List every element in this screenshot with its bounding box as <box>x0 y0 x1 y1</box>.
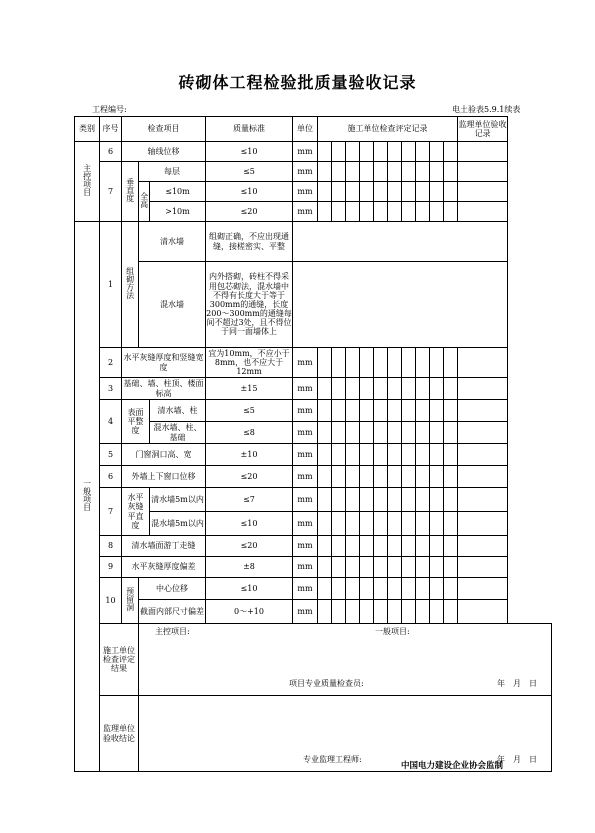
row-unit: mm <box>293 378 318 400</box>
check-cell[interactable] <box>360 348 374 378</box>
supervision-cell[interactable] <box>458 348 508 378</box>
check-cell[interactable] <box>430 578 444 600</box>
check-cell[interactable] <box>360 536 374 557</box>
check-cell[interactable] <box>388 348 402 378</box>
check-cell[interactable] <box>444 422 458 444</box>
check-cell[interactable] <box>332 162 346 182</box>
row-unit: mm <box>293 536 318 557</box>
check-cell[interactable] <box>360 182 374 202</box>
check-cell[interactable] <box>318 162 332 182</box>
check-cell-wide[interactable] <box>293 222 508 262</box>
check-cell[interactable] <box>416 512 430 536</box>
row-seq: 2 <box>100 348 122 378</box>
check-cell[interactable] <box>318 466 332 488</box>
row-seq: 6 <box>100 142 122 162</box>
check-cell[interactable] <box>332 182 346 202</box>
row-item: 外墙上下窗口位移 <box>122 466 206 488</box>
check-cell[interactable] <box>346 162 360 182</box>
check-cell[interactable] <box>416 488 430 512</box>
check-cell[interactable] <box>374 400 388 422</box>
check-cell[interactable] <box>402 488 416 512</box>
group-mortar-straightness: 水平灰缝平直度 <box>122 488 150 536</box>
table-row <box>75 348 552 378</box>
row-standard: ≤8 <box>206 422 293 444</box>
row-item: >10m <box>150 202 206 222</box>
supervision-cell[interactable] <box>458 600 508 624</box>
check-cell[interactable] <box>374 512 388 536</box>
row-standard: 0～+10 <box>206 600 293 624</box>
row-seq: 4 <box>100 400 122 444</box>
group-surface-flatness: 表面平整度 <box>122 400 150 444</box>
check-cell[interactable] <box>374 142 388 162</box>
row-unit: mm <box>293 348 318 378</box>
check-cell[interactable] <box>444 557 458 578</box>
check-cell[interactable] <box>318 536 332 557</box>
row-item: 每层 <box>139 162 206 182</box>
check-cell[interactable] <box>388 422 402 444</box>
check-cell[interactable] <box>360 444 374 466</box>
table-row <box>75 578 552 600</box>
table-row <box>75 600 552 624</box>
check-cell[interactable] <box>332 400 346 422</box>
check-cell[interactable] <box>444 348 458 378</box>
row-item: 截面内部尺寸偏差 <box>139 600 206 624</box>
check-cell-wide[interactable] <box>293 262 508 348</box>
supervision-cell[interactable] <box>458 400 508 422</box>
check-cell[interactable] <box>430 444 444 466</box>
check-cell[interactable] <box>318 400 332 422</box>
check-cell[interactable] <box>430 422 444 444</box>
check-cell[interactable] <box>374 162 388 182</box>
check-cell[interactable] <box>416 182 430 202</box>
row-item: ≤10m <box>150 182 206 202</box>
row-unit: mm <box>293 488 318 512</box>
check-cell[interactable] <box>318 348 332 378</box>
supervision-engineer-label: 专业监理工程师: <box>303 755 362 764</box>
header-item: 检查项目 <box>122 117 206 142</box>
check-cell[interactable] <box>402 600 416 624</box>
table-row <box>75 488 552 512</box>
check-cell[interactable] <box>332 466 346 488</box>
row-item: 轴线位移 <box>122 142 206 162</box>
check-cell[interactable] <box>318 600 332 624</box>
check-cell[interactable] <box>416 466 430 488</box>
check-cell[interactable] <box>430 162 444 182</box>
header-standard: 质量标准 <box>206 117 293 142</box>
check-cell[interactable] <box>416 142 430 162</box>
row-unit: mm <box>293 512 318 536</box>
check-cell[interactable] <box>360 557 374 578</box>
check-cell[interactable] <box>402 444 416 466</box>
check-cell[interactable] <box>332 512 346 536</box>
supervision-cell[interactable] <box>458 142 508 162</box>
check-cell[interactable] <box>402 422 416 444</box>
row-standard: 组砌正确，不应出现通缝，接槎密实、平整 <box>206 222 293 262</box>
row-unit: mm <box>293 466 318 488</box>
category-main-control: 主控项目 <box>75 142 100 222</box>
table-row <box>75 400 552 422</box>
row-standard: 内外搭砌，砖柱不得采用包芯砌法，混水墙中不得有长度大于等于300mm的通缝，长度200～300mm的通缝每间不超过3处，且不得位于同一面墙体上 <box>206 262 293 348</box>
check-cell[interactable] <box>430 202 444 222</box>
check-cell[interactable] <box>388 600 402 624</box>
row-standard: ≤10 <box>206 578 293 600</box>
check-cell[interactable] <box>374 557 388 578</box>
row-unit: mm <box>293 400 318 422</box>
footer-issuer: 中国电力建设企业协会监制 <box>401 761 504 771</box>
check-cell[interactable] <box>360 422 374 444</box>
row-standard: ≤20 <box>206 536 293 557</box>
check-cell[interactable] <box>416 557 430 578</box>
check-cell[interactable] <box>402 202 416 222</box>
check-cell[interactable] <box>402 378 416 400</box>
row-unit: mm <box>293 557 318 578</box>
check-cell[interactable] <box>360 162 374 182</box>
inspection-table <box>74 116 552 772</box>
header-row <box>75 117 552 142</box>
check-cell[interactable] <box>374 536 388 557</box>
check-cell[interactable] <box>388 444 402 466</box>
check-cell[interactable] <box>332 600 346 624</box>
row-seq: 10 <box>100 578 122 624</box>
check-cell[interactable] <box>402 512 416 536</box>
row-standard: ≤20 <box>206 466 293 488</box>
check-cell[interactable] <box>416 578 430 600</box>
row-unit: mm <box>293 182 318 202</box>
row-standard: ±10 <box>206 444 293 466</box>
construction-result-row <box>75 624 552 696</box>
row-seq: 9 <box>100 557 122 578</box>
check-cell[interactable] <box>318 444 332 466</box>
check-cell[interactable] <box>318 488 332 512</box>
row-item: 清水墙、柱 <box>150 400 206 422</box>
check-cell[interactable] <box>402 466 416 488</box>
check-cell[interactable] <box>388 202 402 222</box>
row-standard: ≤10 <box>206 182 293 202</box>
table-row <box>75 466 552 488</box>
check-cell[interactable] <box>388 400 402 422</box>
check-cell[interactable] <box>332 202 346 222</box>
check-cell[interactable] <box>346 444 360 466</box>
check-cell[interactable] <box>346 202 360 222</box>
check-cell[interactable] <box>444 466 458 488</box>
main-control-label: 主控项目: <box>155 627 190 636</box>
check-cell[interactable] <box>360 378 374 400</box>
table-row <box>75 182 552 202</box>
table-row <box>75 536 552 557</box>
check-cell[interactable] <box>416 202 430 222</box>
table-row <box>75 222 552 262</box>
check-cell[interactable] <box>402 162 416 182</box>
check-cell[interactable] <box>430 182 444 202</box>
check-cell[interactable] <box>318 578 332 600</box>
check-cell[interactable] <box>332 444 346 466</box>
check-cell[interactable] <box>444 202 458 222</box>
supervision-cell[interactable] <box>458 557 508 578</box>
check-cell[interactable] <box>374 182 388 202</box>
check-cell[interactable] <box>444 162 458 182</box>
check-cell[interactable] <box>388 488 402 512</box>
row-unit: mm <box>293 162 318 182</box>
check-cell[interactable] <box>346 466 360 488</box>
group-verticality: 垂直度 <box>122 162 139 222</box>
check-cell[interactable] <box>346 536 360 557</box>
general-items-label: 一般项目: <box>375 627 410 636</box>
check-cell[interactable] <box>402 348 416 378</box>
check-cell[interactable] <box>346 600 360 624</box>
check-cell[interactable] <box>430 536 444 557</box>
row-unit: mm <box>293 202 318 222</box>
check-cell[interactable] <box>360 202 374 222</box>
row-standard: ±8 <box>206 557 293 578</box>
check-cell[interactable] <box>430 378 444 400</box>
supervision-cell[interactable] <box>458 512 508 536</box>
check-cell[interactable] <box>346 557 360 578</box>
category-general: 一般项目 <box>75 222 100 772</box>
supervision-cell[interactable] <box>458 422 508 444</box>
check-cell[interactable] <box>444 536 458 557</box>
check-cell[interactable] <box>402 182 416 202</box>
check-cell[interactable] <box>346 422 360 444</box>
project-no-label: 工程编号: <box>92 105 127 114</box>
construction-result-area[interactable] <box>139 624 552 696</box>
check-cell[interactable] <box>360 578 374 600</box>
check-cell[interactable] <box>318 378 332 400</box>
check-cell[interactable] <box>388 142 402 162</box>
check-cell[interactable] <box>444 142 458 162</box>
check-cell[interactable] <box>318 557 332 578</box>
date-label: 年 月 日 <box>497 679 537 688</box>
row-unit: mm <box>293 444 318 466</box>
row-standard: 宜为10mm，不应小于8mm，也不应大于12mm <box>206 348 293 378</box>
check-cell[interactable] <box>332 378 346 400</box>
check-cell[interactable] <box>388 466 402 488</box>
check-cell[interactable] <box>332 578 346 600</box>
row-seq: 7 <box>100 162 122 222</box>
header-seq: 序号 <box>100 117 122 142</box>
check-cell[interactable] <box>332 422 346 444</box>
check-cell[interactable] <box>388 162 402 182</box>
row-seq: 1 <box>100 222 122 348</box>
check-cell[interactable] <box>360 512 374 536</box>
supervision-cell[interactable] <box>458 202 508 222</box>
check-cell[interactable] <box>332 142 346 162</box>
check-cell[interactable] <box>416 162 430 182</box>
row-item: 水平灰缝厚度偏差 <box>122 557 206 578</box>
check-cell[interactable] <box>318 512 332 536</box>
row-item: 混水墙、柱、基础 <box>150 422 206 444</box>
row-standard: ≤10 <box>206 142 293 162</box>
row-item: 清水墙面游丁走缝 <box>122 536 206 557</box>
check-cell[interactable] <box>360 400 374 422</box>
check-cell[interactable] <box>388 512 402 536</box>
check-cell[interactable] <box>374 488 388 512</box>
row-seq: 5 <box>100 444 122 466</box>
check-cell[interactable] <box>444 578 458 600</box>
check-cell[interactable] <box>374 202 388 222</box>
check-cell[interactable] <box>402 536 416 557</box>
supervision-cell[interactable] <box>458 578 508 600</box>
table-row <box>75 557 552 578</box>
row-unit: mm <box>293 142 318 162</box>
row-standard: ≤20 <box>206 202 293 222</box>
check-cell[interactable] <box>346 512 360 536</box>
check-cell[interactable] <box>416 536 430 557</box>
form-number: 电土验表5.9.1续表 <box>452 105 521 114</box>
table-row <box>75 378 552 400</box>
check-cell[interactable] <box>360 488 374 512</box>
check-cell[interactable] <box>444 182 458 202</box>
row-seq: 7 <box>100 488 122 536</box>
check-cell[interactable] <box>374 600 388 624</box>
supervision-result-label: 监理单位验收结论 <box>100 696 139 772</box>
check-cell[interactable] <box>374 466 388 488</box>
header-unit: 单位 <box>293 117 318 142</box>
supervision-cell[interactable] <box>458 488 508 512</box>
quality-inspector-label: 项目专业质量检查员: <box>289 679 364 688</box>
row-item: 中心位移 <box>139 578 206 600</box>
row-item: 混水墙5m以内 <box>150 512 206 536</box>
row-unit: mm <box>293 578 318 600</box>
check-cell[interactable] <box>416 400 430 422</box>
supervision-cell[interactable] <box>458 182 508 202</box>
check-cell[interactable] <box>444 378 458 400</box>
check-cell[interactable] <box>402 557 416 578</box>
check-cell[interactable] <box>332 488 346 512</box>
check-cell[interactable] <box>416 600 430 624</box>
header-supervision-check: 监理单位验收记录 <box>458 117 508 142</box>
check-cell[interactable] <box>402 142 416 162</box>
check-cell[interactable] <box>402 578 416 600</box>
check-cell[interactable] <box>346 578 360 600</box>
row-seq: 3 <box>100 378 122 400</box>
table-row <box>75 162 552 182</box>
row-standard: ≤10 <box>206 512 293 536</box>
supervision-cell[interactable] <box>458 444 508 466</box>
construction-result-label: 施工单位检查评定结果 <box>100 624 139 696</box>
row-unit: mm <box>293 600 318 624</box>
row-standard: ≤7 <box>206 488 293 512</box>
check-cell[interactable] <box>346 378 360 400</box>
row-seq: 8 <box>100 536 122 557</box>
check-cell[interactable] <box>388 378 402 400</box>
check-cell[interactable] <box>318 142 332 162</box>
check-cell[interactable] <box>388 578 402 600</box>
check-cell[interactable] <box>416 422 430 444</box>
check-cell[interactable] <box>444 512 458 536</box>
check-cell[interactable] <box>332 348 346 378</box>
check-cell[interactable] <box>416 444 430 466</box>
check-cell[interactable] <box>444 444 458 466</box>
check-cell[interactable] <box>374 348 388 378</box>
check-cell[interactable] <box>346 348 360 378</box>
table-row <box>75 444 552 466</box>
check-cell[interactable] <box>430 512 444 536</box>
check-cell[interactable] <box>388 557 402 578</box>
check-cell[interactable] <box>374 578 388 600</box>
check-cell[interactable] <box>430 466 444 488</box>
row-item: 清水墙5m以内 <box>150 488 206 512</box>
supervision-cell[interactable] <box>458 162 508 182</box>
header-construction-check: 施工单位检查评定记录 <box>318 117 458 142</box>
group-full-height: 全高 <box>139 182 150 222</box>
group-bonding-method: 组砌方法 <box>122 222 139 348</box>
check-cell[interactable] <box>318 202 332 222</box>
row-item: 混水墙 <box>139 262 206 348</box>
check-cell[interactable] <box>430 142 444 162</box>
page-title: 砖砌体工程检验批质量验收记录 <box>178 73 417 92</box>
row-item: 清水墙 <box>139 222 206 262</box>
supervision-cell[interactable] <box>458 378 508 400</box>
check-cell[interactable] <box>444 488 458 512</box>
check-cell[interactable] <box>430 488 444 512</box>
row-item: 基础、墙、柱顶、楼面标高 <box>123 379 204 398</box>
row-standard: ±15 <box>206 378 293 400</box>
check-cell[interactable] <box>318 182 332 202</box>
check-cell[interactable] <box>318 422 332 444</box>
row-unit: mm <box>293 422 318 444</box>
row-seq: 6 <box>100 466 122 488</box>
check-cell[interactable] <box>332 557 346 578</box>
check-cell[interactable] <box>416 378 430 400</box>
row-standard: ≤5 <box>206 162 293 182</box>
table-row <box>75 262 552 348</box>
check-cell[interactable] <box>444 600 458 624</box>
check-cell[interactable] <box>388 182 402 202</box>
check-cell[interactable] <box>430 557 444 578</box>
check-cell[interactable] <box>332 536 346 557</box>
check-cell[interactable] <box>416 348 430 378</box>
check-cell[interactable] <box>374 444 388 466</box>
row-item: 水平灰缝厚度和竖缝宽度 <box>122 348 206 378</box>
check-cell[interactable] <box>374 422 388 444</box>
table-row <box>75 142 552 162</box>
check-cell[interactable] <box>430 600 444 624</box>
check-cell[interactable] <box>374 378 388 400</box>
supervision-cell[interactable] <box>458 466 508 488</box>
check-cell[interactable] <box>346 182 360 202</box>
row-standard: ≤5 <box>206 400 293 422</box>
check-cell[interactable] <box>430 400 444 422</box>
check-cell[interactable] <box>388 536 402 557</box>
date-label: 年 月 日 <box>497 755 537 764</box>
header-category: 类别 <box>75 117 100 142</box>
check-cell[interactable] <box>346 488 360 512</box>
check-cell[interactable] <box>346 400 360 422</box>
check-cell[interactable] <box>360 466 374 488</box>
check-cell[interactable] <box>360 600 374 624</box>
supervision-cell[interactable] <box>458 536 508 557</box>
check-cell[interactable] <box>346 142 360 162</box>
row-item: 门窗洞口高、宽 <box>122 444 206 466</box>
check-cell[interactable] <box>444 400 458 422</box>
check-cell[interactable] <box>402 400 416 422</box>
group-reserved-hole: 预留洞 <box>122 578 139 624</box>
check-cell[interactable] <box>360 142 374 162</box>
check-cell[interactable] <box>430 348 444 378</box>
